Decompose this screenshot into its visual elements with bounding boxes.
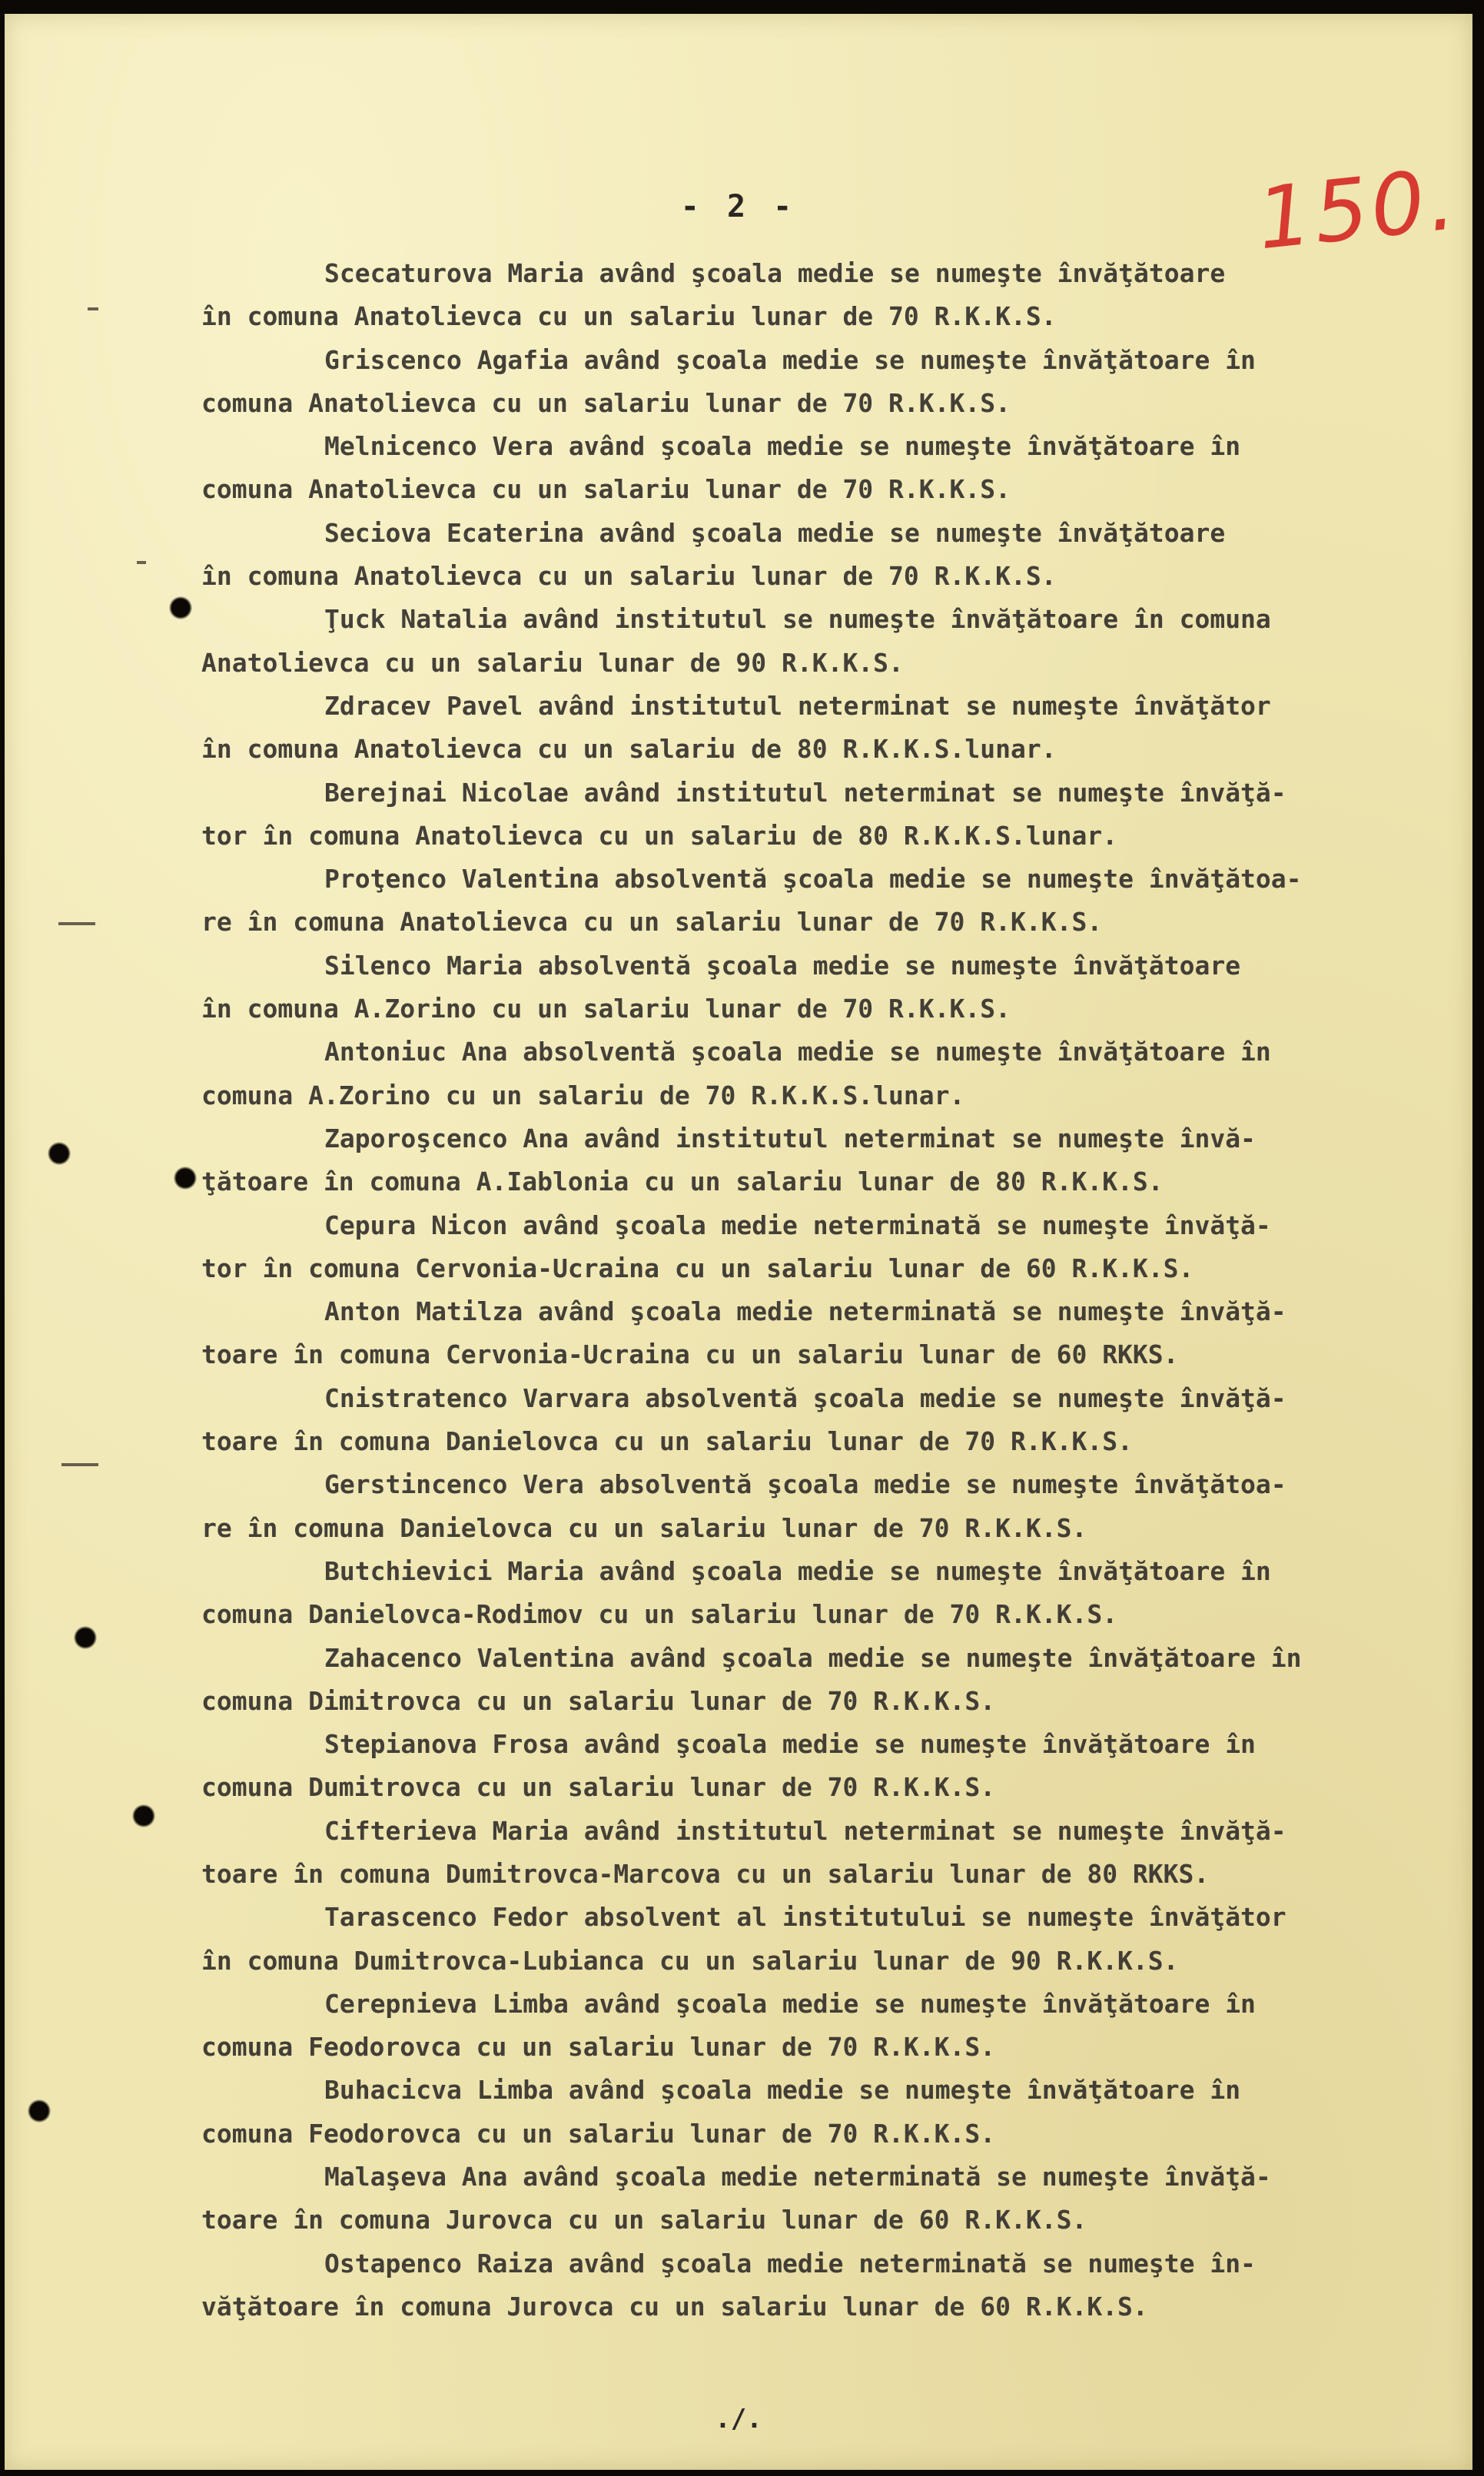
punch-hole	[28, 2099, 51, 2123]
text-line: Zahacenco Valentina având şcoala medie se numeşte învăţătoare în	[324, 1642, 1302, 1673]
page-number: - 2 -	[680, 189, 797, 224]
text-line: Malaşeva Ana având şcoala medie neterminată se numeşte învăţă-	[324, 2162, 1271, 2192]
margin-mark	[58, 922, 95, 925]
text-line: Seciova Ecaterina având şcoala medie se numeşte învăţătoare	[324, 517, 1226, 548]
text-line: Buhacicva Limba având şcoala medie se numeşte învăţătoare în	[324, 2075, 1241, 2106]
text-line: Proţenco Valentina absolventă şcoala medie se numeşte învăţătoa-	[324, 864, 1302, 894]
continuation-mark: ./.	[715, 2404, 762, 2435]
text-line: văţătoare în comuna Jurovca cu un salariu lunar de 60 R.K.K.S.	[201, 2291, 1148, 2322]
margin-mark	[61, 1463, 98, 1466]
text-line: Zdracev Pavel având institutul neterminat se numeşte învăţător	[324, 690, 1271, 721]
text-line: comuna Danielovca-Rodimov cu un salariu lunar de 70 R.K.K.S.	[201, 1599, 1118, 1630]
text-line: comuna Anatolievca cu un salariu lunar de 70 R.K.K.S.	[201, 474, 1011, 505]
text-line: Cifterieva Maria având institutul neterminat se numeşte învăţă-	[324, 1815, 1286, 1846]
text-line: re în comuna Anatolievca cu un salariu lunar de 70 R.K.K.S.	[201, 907, 1103, 938]
text-line: Cnistratenco Varvara absolventă şcoala medie se numeşte învăţă-	[324, 1382, 1286, 1413]
text-line: ţătoare în comuna A.Iablonia cu un salariu lunar de 80 R.K.K.S.	[201, 1167, 1164, 1197]
text-line: Cepura Nicon având şcoala medie neterminată se numeşte învăţă-	[324, 1210, 1271, 1240]
text-line: în comuna Anatolievca cu un salariu lunar de 70 R.K.K.S.	[201, 301, 1057, 332]
text-line: în comuna A.Zorino cu un salariu lunar de 70 R.K.K.S.	[201, 994, 1011, 1024]
text-line: re în comuna Danielovca cu un salariu lunar de 70 R.K.K.S.	[201, 1512, 1087, 1543]
punch-hole	[169, 596, 192, 619]
text-line: Anton Matilza având şcoala medie neterminată se numeşte învăţă-	[324, 1296, 1286, 1327]
punch-hole	[48, 1142, 71, 1165]
text-line: Antoniuc Ana absolventă şcoala medie se numeşte învăţătoare în	[324, 1037, 1271, 1067]
text-line: Zaporoşcenco Ana având institutul neterminat se numeşte învă-	[324, 1123, 1256, 1153]
text-line: Gerstincenco Vera absolventă şcoala medie se numeşte învăţătoa-	[324, 1469, 1286, 1500]
punch-hole	[132, 1804, 155, 1827]
margin-mark	[88, 307, 98, 310]
text-line: Stepianova Frosa având şcoala medie se numeşte învăţătoare în	[324, 1729, 1256, 1760]
text-line: tor în comuna Cervonia-Ucraina cu un salariu lunar de 60 R.K.K.S.	[201, 1253, 1194, 1283]
text-line: tor în comuna Anatolievca cu un salariu de 80 R.K.K.S.lunar.	[201, 820, 1118, 851]
text-line: comuna A.Zorino cu un salariu de 70 R.K.K.S.lunar.	[201, 1080, 965, 1110]
margin-mark	[137, 561, 146, 564]
text-line: toare în comuna Danielovca cu un salariu lunar de 70 R.K.K.S.	[201, 1426, 1133, 1457]
text-line: toare în comuna Jurovca cu un salariu lunar de 60 R.K.K.S.	[201, 2205, 1087, 2235]
text-line: Ostapenco Raiza având şcoala medie neterminată se numeşte în-	[324, 2248, 1256, 2279]
text-line: Melnicenco Vera având şcoala medie se numeşte învăţătoare în	[324, 431, 1241, 462]
text-line: Tarascenco Fedor absolvent al institutului se numeşte învăţător	[324, 1902, 1286, 1933]
punch-hole	[174, 1167, 197, 1190]
text-line: Ţuck Natalia având institutul se numeşte învăţătoare în comuna	[324, 604, 1271, 635]
text-line: comuna Anatolievca cu un salariu lunar de 70 R.K.K.S.	[201, 387, 1011, 418]
text-line: Butchievici Maria având şcoala medie se numeşte învăţătoare în	[324, 1555, 1271, 1586]
text-line: Griscenco Agafia având şcoala medie se numeşte învăţătoare în	[324, 344, 1256, 375]
text-line: toare în comuna Dumitrovca-Marcova cu un salariu lunar de 80 RKKS.	[201, 1858, 1210, 1889]
text-line: în comuna Dumitrovca-Lubianca cu un salariu lunar de 90 R.K.K.S.	[201, 1945, 1179, 1976]
text-line: Scecaturova Maria având şcoala medie se numeşte învăţătoare	[324, 258, 1226, 288]
handwritten-folio-number: 150.	[1253, 149, 1462, 269]
text-line: Berejnai Nicolae având institutul neterminat se numeşte învăţă-	[324, 777, 1286, 808]
text-line: comuna Feodorovca cu un salariu lunar de 70 R.K.K.S.	[201, 2032, 996, 2063]
text-line: comuna Dumitrovca cu un salariu lunar de 70 R.K.K.S.	[201, 1772, 996, 1803]
text-line: Silenco Maria absolventă şcoala medie se numeşte învăţătoare	[324, 950, 1241, 981]
document-page	[5, 14, 1472, 2470]
document-body	[201, 252, 1454, 2328]
text-line: în comuna Anatolievca cu un salariu de 80 R.K.K.S.lunar.	[201, 734, 1057, 765]
text-line: Anatolievca cu un salariu lunar de 90 R.K.K.S.	[201, 647, 904, 678]
text-line: comuna Feodorovca cu un salariu lunar de 70 R.K.K.S.	[201, 2118, 996, 2149]
text-line: în comuna Anatolievca cu un salariu lunar de 70 R.K.K.S.	[201, 561, 1057, 592]
text-line: comuna Dimitrovca cu un salariu lunar de 70 R.K.K.S.	[201, 1685, 996, 1716]
punch-hole	[74, 1626, 97, 1649]
text-line: Cerepnieva Limba având şcoala medie se numeşte învăţătoare în	[324, 1988, 1256, 2019]
text-line: toare în comuna Cervonia-Ucraina cu un salariu lunar de 60 RKKS.	[201, 1339, 1179, 1370]
